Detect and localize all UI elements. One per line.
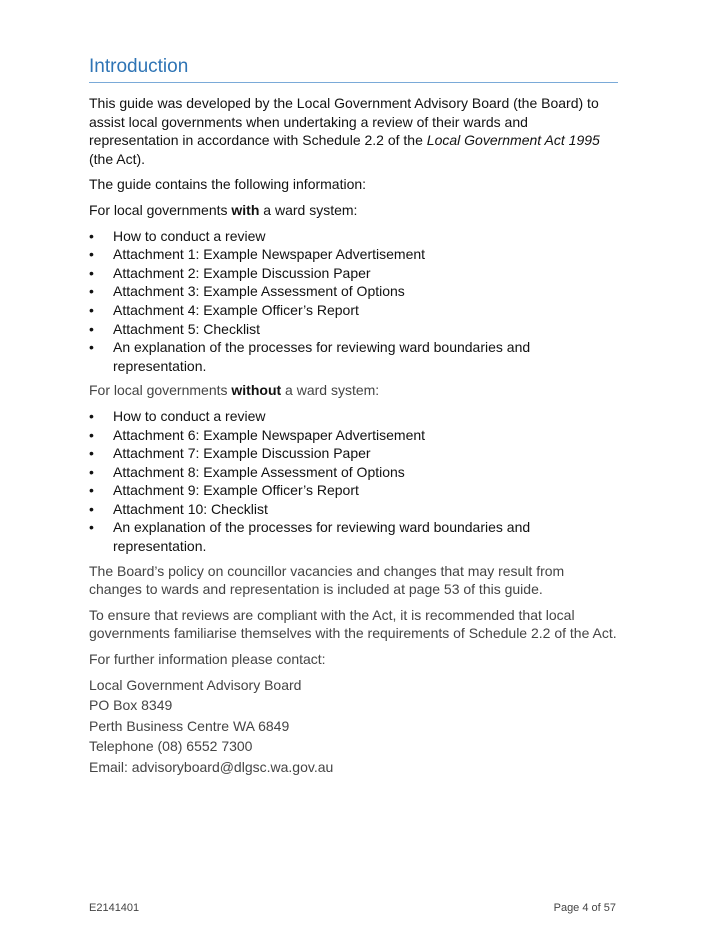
compliance-paragraph: To ensure that reviews are compliant with the Act, it is recommended that local governments familiarise themselves with the requirements of Schedule 2.2 of the Act. — [89, 606, 617, 642]
list-item — [89, 301, 618, 320]
document-id: E2141401 — [89, 902, 140, 914]
list-item-text: Attachment 7: Example Discussion Paper — [113, 445, 371, 462]
document-body — [89, 94, 618, 778]
bullet-icon: • — [89, 463, 94, 480]
act-title: Local Government Act 1995 — [426, 132, 600, 149]
intro-text: This guide was developed by the Local Government Advisory Board (the Board) to assist local governments when undertaking a review of their wards and representation in accordance with Schedule 2.2 of the — [89, 95, 599, 149]
bullet-icon: • — [89, 283, 94, 300]
without-ward-suffix: a ward system: — [281, 382, 380, 399]
bullet-icon: • — [89, 482, 94, 499]
contact-city: Perth Business Centre WA 6849 — [89, 717, 290, 734]
contact-org: Local Government Advisory Board — [89, 676, 302, 693]
with-ward-list — [89, 227, 618, 376]
list-item — [89, 282, 618, 301]
list-item-text: Attachment 2: Example Discussion Paper — [113, 264, 371, 281]
bullet-icon: • — [89, 339, 94, 356]
contact-email: Email: advisoryboard@dlgsc.wa.gov.au — [89, 758, 334, 775]
bullet-icon: • — [89, 264, 94, 281]
with-ward-prefix: For local governments — [89, 201, 232, 218]
list-item-text: An explanation of the processes for reviewing ward boundaries and representation. — [113, 339, 531, 374]
list-item-text: Attachment 6: Example Newspaper Advertisement — [113, 426, 426, 443]
list-item-text: Attachment 9: Example Officer’s Report — [113, 482, 359, 499]
list-item-text: Attachment 4: Example Officer’s Report — [113, 301, 359, 318]
without-ward-bold: without — [231, 382, 282, 399]
page-number: Page 4 of 57 — [553, 902, 616, 914]
list-item — [89, 320, 618, 339]
without-ward-list — [89, 407, 618, 556]
list-item — [89, 500, 618, 519]
list-item-text: Attachment 8: Example Assessment of Options — [113, 463, 405, 480]
list-item-text: Attachment 1: Example Newspaper Advertisement — [113, 246, 426, 263]
list-item — [89, 518, 618, 555]
bullet-icon: • — [89, 227, 94, 244]
bullet-icon: • — [89, 445, 94, 462]
list-item-text: Attachment 5: Checklist — [113, 320, 261, 337]
contact-po-box: PO Box 8349 — [89, 697, 173, 714]
list-item-text: How to conduct a review — [113, 407, 266, 424]
list-item — [89, 338, 618, 375]
bullet-icon: • — [89, 426, 94, 443]
list-item — [89, 444, 618, 463]
contact-intro: For further information please contact: — [89, 651, 326, 668]
bullet-icon: • — [89, 519, 94, 536]
intro-text-end: (the Act). — [89, 150, 146, 167]
bullet-icon: • — [89, 301, 94, 318]
list-item — [89, 481, 618, 500]
list-item — [89, 245, 618, 264]
contact-phone: Telephone (08) 6552 7300 — [89, 738, 253, 755]
bullet-icon: • — [89, 320, 94, 337]
list-item — [89, 463, 618, 482]
list-item-text: How to conduct a review — [113, 227, 266, 244]
contact-address — [89, 676, 618, 776]
with-ward-bold: with — [231, 201, 260, 218]
list-item-text: Attachment 3: Example Assessment of Options — [113, 283, 405, 300]
contains-paragraph: The guide contains the following information: — [89, 176, 367, 193]
bullet-icon: • — [89, 246, 94, 263]
bullet-icon: • — [89, 407, 94, 424]
policy-paragraph: The Board’s policy on councillor vacancies and changes that may result from changes to wards and representation is included at page 53 of this guide. — [89, 562, 565, 598]
list-item-text: An explanation of the processes for reviewing ward boundaries and representation. — [113, 519, 531, 555]
with-ward-suffix: a ward system: — [259, 201, 358, 218]
list-item — [89, 407, 618, 426]
list-item-text: Attachment 10: Checklist — [113, 500, 268, 517]
list-item — [89, 426, 618, 445]
list-item — [89, 264, 618, 283]
without-ward-heading — [89, 381, 618, 400]
section-heading: Introduction — [89, 55, 618, 83]
page-footer — [89, 902, 618, 914]
without-ward-prefix: For local governments — [89, 382, 232, 399]
bullet-icon: • — [89, 500, 94, 517]
with-ward-heading — [89, 201, 618, 220]
intro-paragraph — [89, 94, 618, 168]
list-item — [89, 227, 618, 246]
